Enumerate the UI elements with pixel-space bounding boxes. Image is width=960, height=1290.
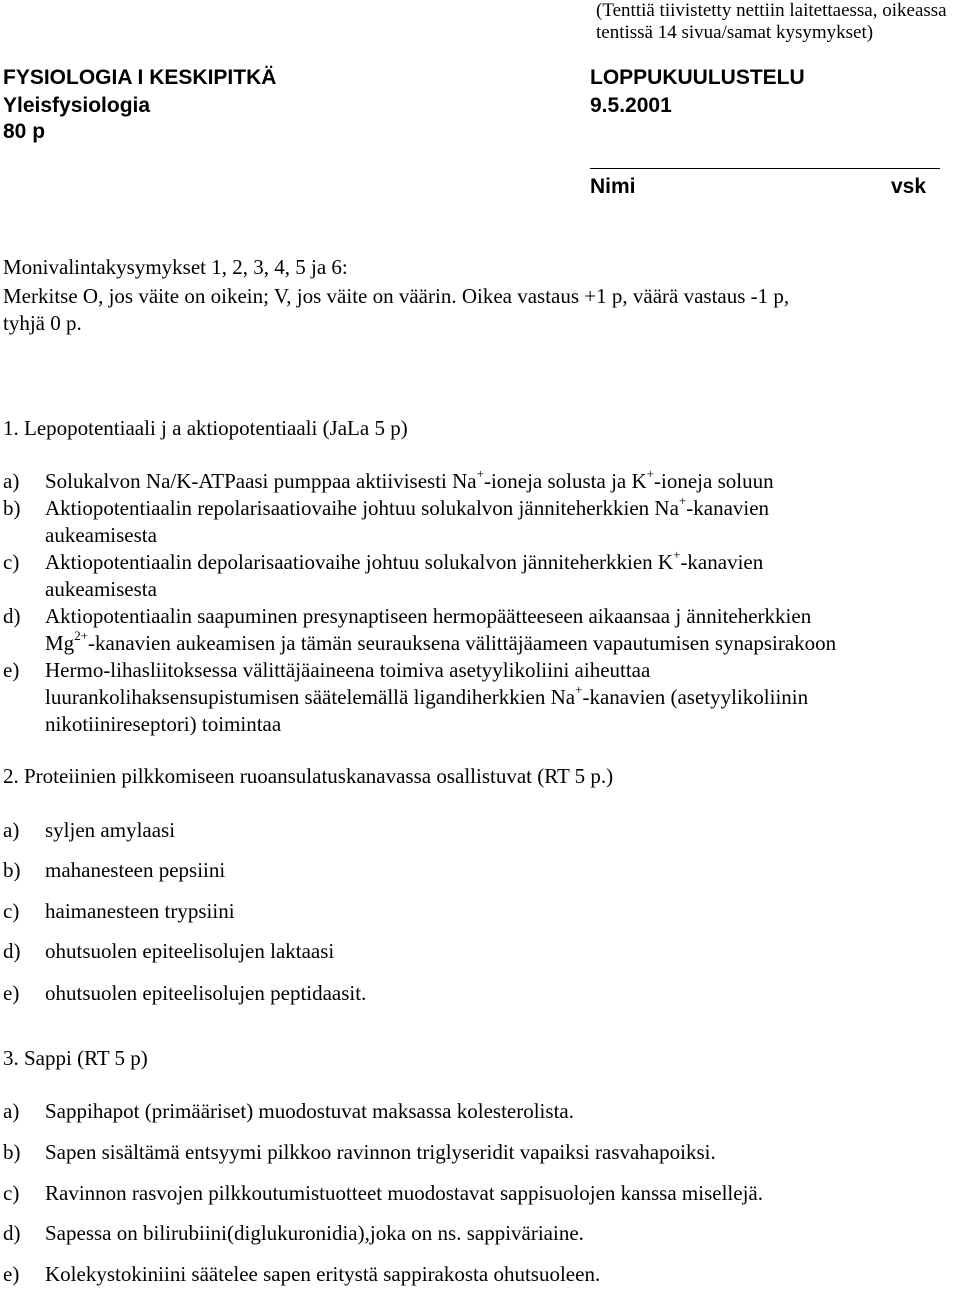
- class-label: vsk: [891, 175, 927, 198]
- course-title: FYSIOLOGIA I KESKIPITKÄ: [3, 66, 277, 89]
- option-text: Sapen sisältämä entsyymi pilkkoo ravinnon triglyseridit vapaiksi rasvahapoiksi.: [45, 1140, 716, 1164]
- option-label: b): [3, 1140, 21, 1164]
- instructions-line2: Merkitse O, jos väite on oikein; V, jos väite on väärin. Oikea vastaus +1 p, väärä vastaus -1 p,: [3, 284, 790, 308]
- instructions-line3: tyhjä 0 p.: [3, 311, 82, 335]
- question-3-title: 3. Sappi (RT 5 p): [3, 1046, 148, 1070]
- option-label: d): [3, 604, 21, 628]
- option-text: Ravinnon rasvojen pilkkoutumistuotteet muodostavat sappisuolojen kanssa misellejä.: [45, 1181, 763, 1205]
- option-text: Solukalvon Na/K-ATPaasi pumppaa aktiivisesti Na+-ioneja solusta ja K+-ioneja soluun: [45, 466, 774, 493]
- option-text: Aktiopotentiaalin repolarisaatiovaihe johtuu solukalvon jänniteherkkien Na+-kanavien: [45, 493, 770, 520]
- option-label: a): [3, 818, 20, 842]
- option-label: c): [3, 899, 20, 923]
- name-signature-line[interactable]: [590, 168, 940, 169]
- option-label: e): [3, 1262, 20, 1286]
- option-label: c): [3, 550, 20, 574]
- option-text-cont: nikotiinireseptori) toimintaa: [45, 712, 282, 736]
- option-label: b): [3, 858, 21, 882]
- option-label: d): [3, 1221, 21, 1245]
- header-note-line1: (Tenttiä tiivistetty nettiin laitettaessa, oikeassa: [596, 0, 947, 21]
- option-text-cont: aukeamisesta: [45, 523, 157, 547]
- option-text: Aktiopotentiaalin depolarisaatiovaihe johtuu solukalvon jänniteherkkien K+-kanavien: [45, 547, 764, 574]
- option-text: syljen amylaasi: [45, 818, 176, 842]
- option-text-cont: luurankolihaksensupistumisen säätelemällä ligandiherkkien Na+-kanavien (asetyylikoliinin: [45, 682, 809, 709]
- option-text: ohutsuolen epiteelisolujen laktaasi: [45, 939, 335, 963]
- option-text-cont: aukeamisesta: [45, 577, 157, 601]
- option-text: mahanesteen pepsiini: [45, 858, 226, 882]
- option-label: e): [3, 658, 20, 682]
- option-text: haimanesteen trypsiini: [45, 899, 235, 923]
- option-label: b): [3, 496, 21, 520]
- name-label: Nimi: [590, 175, 636, 198]
- question-2-title: 2. Proteiinien pilkkomiseen ruoansulatuskanavassa osallistuvat (RT 5 p.): [3, 764, 614, 788]
- option-text-cont: $Mg^{2+}$-kanavien aukeamisen ja tämän seurauksena välittäjäameen vapautumisen synapsirakoon: [45, 628, 837, 655]
- option-text: Sappihapot (primääriset) muodostuvat maksassa kolesterolista.: [45, 1099, 574, 1123]
- exam-title: LOPPUKUULUSTELU: [590, 66, 805, 89]
- header-note-line2: tentissä 14 sivua/samat kysymykset): [596, 22, 874, 43]
- question-1-title: 1. Lepopotentiaali j a aktiopotentiaali (JaLa 5 p): [3, 416, 408, 440]
- option-label: c): [3, 1181, 20, 1205]
- instructions-line1: Monivalintakysymykset 1, 2, 3, 4, 5 ja 6:: [3, 255, 348, 279]
- option-text: Kolekystokiniini säätelee sapen eritystä sappirakosta ohutsuoleen.: [45, 1262, 601, 1286]
- option-label: a): [3, 1099, 20, 1123]
- option-label: a): [3, 469, 20, 493]
- exam-date: 9.5.2001: [590, 94, 672, 117]
- option-text: Hermo-lihasliitoksessa välittäjäaineena toimiva asetyylikoliini aiheuttaa: [45, 658, 651, 682]
- option-text: ohutsuolen epiteelisolujen peptidaasit.: [45, 981, 367, 1005]
- total-points: 80 p: [3, 120, 46, 143]
- option-text: Aktiopotentiaalin saapuminen presynaptiseen hermopäätteeseen aikaansaa j änniteherkkien: [45, 604, 812, 628]
- option-label: d): [3, 939, 21, 963]
- subject: Yleisfysiologia: [3, 94, 151, 117]
- option-label: e): [3, 981, 20, 1005]
- option-text: Sapessa on bilirubiini(diglukuronidia),joka on ns. sappiväriaine.: [45, 1221, 584, 1245]
